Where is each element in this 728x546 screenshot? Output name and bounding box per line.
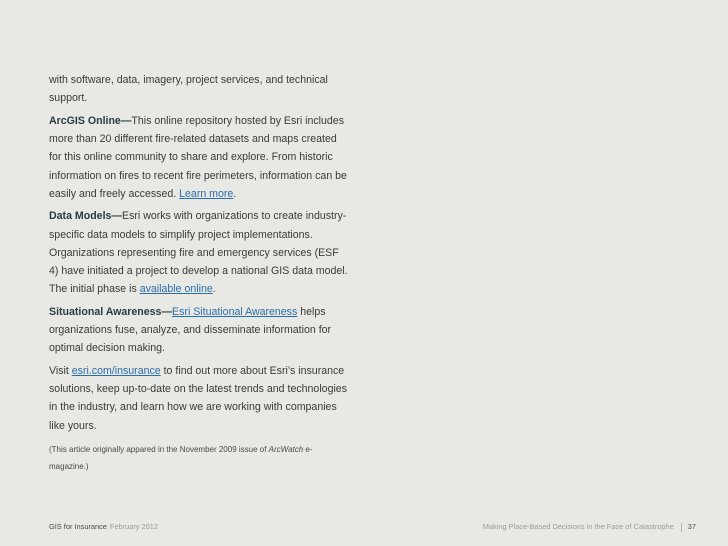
visit-text: to find out more about Esri’s insurance solutions, keep up-to-date on the latest trends and technologies in the industry, and learn how we are working with companies like yours. xyxy=(49,365,348,432)
footer-article xyxy=(483,522,696,532)
note-prefix: (This article originally appared in the November 2009 issue of xyxy=(49,444,269,454)
arcgis-online-tail: . xyxy=(233,187,237,200)
footer-date: February 2012 xyxy=(109,522,158,531)
learn-more-link[interactable]: Learn more xyxy=(179,187,234,200)
data-models-paragraph xyxy=(49,207,349,298)
visit-prefix: Visit xyxy=(49,365,72,378)
situational-awareness-heading: Situational Awareness— xyxy=(49,305,173,318)
note-suffix: e-magazine.) xyxy=(49,444,313,471)
footer-divider xyxy=(681,523,682,532)
situational-awareness-paragraph xyxy=(49,303,349,358)
article-note xyxy=(49,441,349,475)
visit-paragraph xyxy=(49,362,349,435)
footer-publication-name: GIS for Insurance xyxy=(49,522,107,531)
data-models-text: Esri works with organizations to create industry-specific data models to simplify project implementations. Organizations representing fire and emergency services (ESF 4) have initiated a project to develop a national GIS data model. The initial phase is xyxy=(49,210,348,296)
footer-publication xyxy=(49,522,158,532)
esri-situational-awareness-link[interactable]: Esri Situational Awareness xyxy=(172,305,298,318)
data-models-tail: . xyxy=(212,283,216,296)
arcgis-online-text: This online repository hosted by Esri includes more than 20 different fire-related datasets and maps created for this online community to share and explore. From historic information on fires to recent fire perimeters, information can be easily and freely accessed. xyxy=(49,114,347,200)
situational-awareness-text: helps organizations fuse, analyze, and disseminate information for optimal decision making. xyxy=(49,305,332,355)
arcgis-online-paragraph xyxy=(49,112,349,203)
page-number: 37 xyxy=(687,522,696,531)
intro-paragraph: with software, data, imagery, project services, and technical support. xyxy=(49,74,328,105)
note-publication: ArcWatch xyxy=(268,444,304,454)
data-models-heading: Data Models— xyxy=(49,210,122,223)
footer-article-title: Making Place-Based Decisions in the Face of Catastrophe xyxy=(482,522,674,531)
arcgis-online-heading: ArcGIS Online— xyxy=(49,114,132,127)
esri-insurance-link[interactable]: esri.com/insurance xyxy=(71,365,161,378)
article-column xyxy=(49,71,349,479)
available-online-link[interactable]: available online xyxy=(139,283,213,296)
